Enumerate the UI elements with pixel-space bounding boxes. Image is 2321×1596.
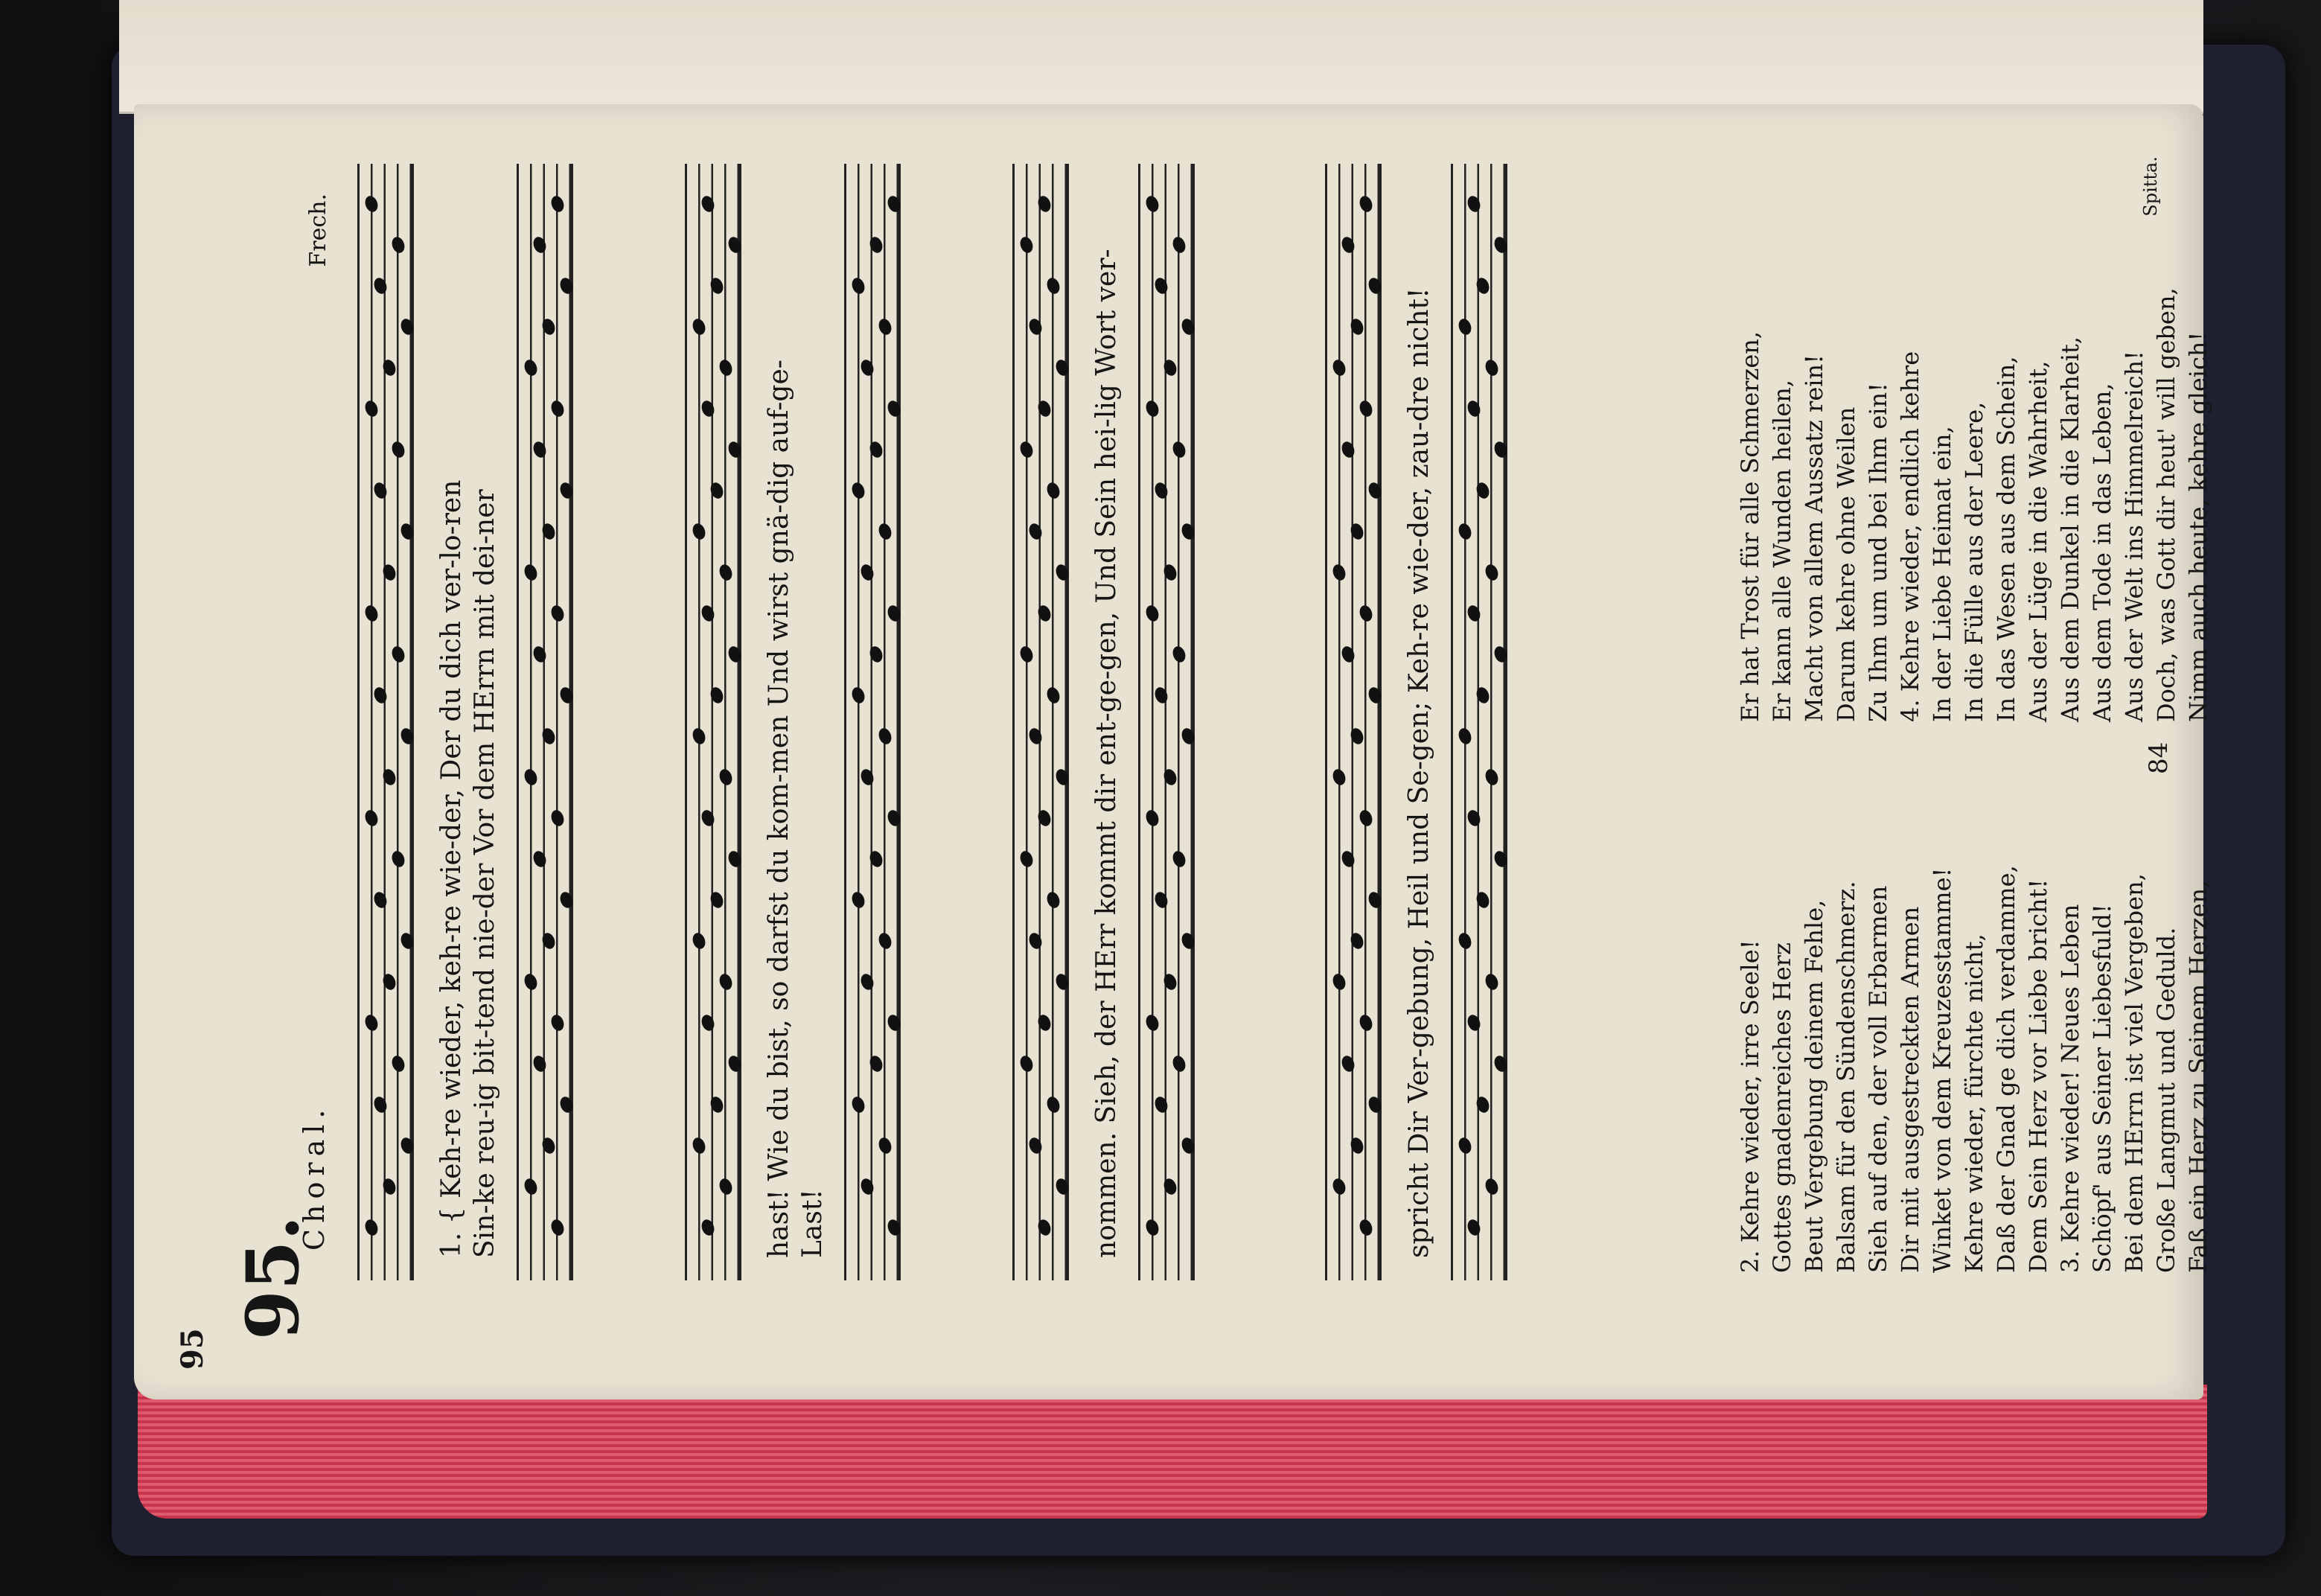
- note-head: [1466, 194, 1483, 214]
- note-head: [531, 849, 549, 869]
- note-head: [691, 931, 708, 951]
- note-head: [727, 645, 744, 664]
- note-head: [1340, 235, 1357, 255]
- verse-line: Bei dem HErrn ist viel Vergeben,: [2120, 873, 2148, 1273]
- note-head: [1358, 1218, 1375, 1237]
- note-head: [1162, 358, 1179, 377]
- note-head: [1180, 727, 1197, 746]
- note-head: [523, 1177, 540, 1196]
- note-head: [372, 1095, 389, 1114]
- note-head: [390, 1054, 407, 1073]
- verse-line: In die Fülle aus der Leere,: [1960, 401, 1988, 722]
- note-head: [549, 808, 566, 828]
- note-head: [868, 1054, 885, 1073]
- treble-staff: [357, 164, 414, 1280]
- note-head: [363, 1013, 380, 1032]
- bass-staff: [517, 164, 573, 1280]
- note-head: [1457, 727, 1474, 746]
- note-head: [1153, 686, 1170, 705]
- note-head: [558, 1095, 575, 1114]
- note-head: [1027, 727, 1044, 746]
- note-head: [868, 440, 885, 459]
- note-head: [727, 1054, 744, 1073]
- note-head: [549, 604, 566, 623]
- note-head: [531, 235, 549, 255]
- note-head: [549, 399, 566, 418]
- verse-line: 2. Kehre wieder, irre Seele!: [1736, 939, 1764, 1273]
- note-head: [1349, 1136, 1366, 1155]
- note-head: [531, 1054, 549, 1073]
- note-head: [1144, 808, 1161, 828]
- note-head: [363, 808, 380, 828]
- running-number: 95: [175, 1328, 210, 1370]
- note-head: [1367, 890, 1384, 910]
- note-head: [1367, 1095, 1384, 1114]
- note-head: [1340, 645, 1357, 664]
- verse-line: Kehre wieder, fürchte nicht,: [1960, 933, 1988, 1273]
- note-head: [363, 399, 380, 418]
- note-head: [718, 1177, 735, 1196]
- note-head: [1018, 849, 1035, 869]
- note-head: [1036, 808, 1053, 828]
- note-head: [1045, 686, 1062, 705]
- note-head: [390, 235, 407, 255]
- verse-line: Doch, was Gott dir heut' will geben,: [2152, 287, 2180, 722]
- verse-line: Nimm auch heute, kehre gleich!: [2184, 331, 2212, 722]
- note-head: [381, 1177, 398, 1196]
- note-head: [1162, 972, 1179, 992]
- note-head: [1027, 317, 1044, 336]
- note-head: [1045, 481, 1062, 500]
- note-head: [390, 849, 407, 869]
- note-head: [886, 1218, 903, 1237]
- note-head: [1153, 890, 1170, 910]
- note-head: [1027, 522, 1044, 541]
- verse-line: Aus dem Dunkel in die Klarheit,: [2056, 336, 2084, 722]
- note-head: [886, 399, 903, 418]
- note-head: [727, 440, 744, 459]
- note-head: [718, 358, 735, 377]
- note-head: [1162, 767, 1179, 787]
- treble-staff: [685, 164, 741, 1280]
- previous-page-edge: [119, 0, 2203, 114]
- note-head: [549, 194, 566, 214]
- page-number: 84: [2144, 741, 2174, 774]
- note-head: [558, 481, 575, 500]
- note-head: [850, 481, 867, 500]
- note-head: [1349, 727, 1366, 746]
- note-head: [363, 604, 380, 623]
- note-head: [372, 686, 389, 705]
- note-head: [540, 931, 558, 951]
- verse-line: Faß ein Herz zu Seinem Herzen,: [2184, 880, 2212, 1273]
- note-head: [540, 317, 558, 336]
- note-head: [691, 727, 708, 746]
- note-head: [1018, 235, 1035, 255]
- verse-line: Gottes gnadenreiches Herz: [1768, 942, 1796, 1273]
- note-head: [372, 890, 389, 910]
- verse-line: Er hat Trost für alle Schmerzen,: [1736, 331, 1764, 722]
- note-head: [850, 1095, 867, 1114]
- note-head: [549, 1218, 566, 1237]
- note-head: [1358, 1013, 1375, 1032]
- note-head: [850, 890, 867, 910]
- note-head: [381, 358, 398, 377]
- note-head: [1457, 931, 1474, 951]
- hymn-number: 95.: [231, 1215, 315, 1340]
- note-head: [877, 1136, 894, 1155]
- note-head: [886, 1013, 903, 1032]
- note-head: [399, 522, 416, 541]
- note-head: [877, 727, 894, 746]
- music-system-2: [685, 164, 923, 1280]
- note-head: [1171, 440, 1188, 459]
- additional-verses: [1734, 216, 2215, 1273]
- note-head: [1475, 686, 1492, 705]
- note-head: [850, 686, 867, 705]
- note-head: [540, 727, 558, 746]
- note-head: [868, 849, 885, 869]
- verse-line: Zu Ihm um und bei Ihm ein!: [1864, 382, 1892, 722]
- note-head: [709, 686, 726, 705]
- verse-line: Daß der Gnad ge dich verdamme,: [1992, 865, 2020, 1273]
- note-head: [1340, 440, 1357, 459]
- note-head: [1180, 931, 1197, 951]
- note-head: [1144, 604, 1161, 623]
- note-head: [859, 767, 876, 787]
- note-head: [1018, 645, 1035, 664]
- note-head: [1153, 481, 1170, 500]
- note-head: [540, 522, 558, 541]
- note-head: [868, 645, 885, 664]
- note-head: [700, 194, 717, 214]
- note-head: [1054, 767, 1071, 787]
- note-head: [1492, 849, 1510, 869]
- note-head: [399, 931, 416, 951]
- verse-line: Darum kehre ohne Weilen: [1832, 406, 1860, 722]
- verse-line: Macht von allem Aussatz rein!: [1800, 354, 1828, 722]
- note-head: [709, 890, 726, 910]
- bass-staff: [1138, 164, 1195, 1280]
- note-head: [531, 645, 549, 664]
- note-head: [1180, 317, 1197, 336]
- note-head: [1027, 931, 1044, 951]
- note-head: [1153, 276, 1170, 296]
- music-system-1: [357, 164, 596, 1280]
- note-head: [700, 399, 717, 418]
- note-head: [1358, 808, 1375, 828]
- note-head: [1171, 645, 1188, 664]
- note-head: [549, 1013, 566, 1032]
- note-head: [523, 358, 540, 377]
- note-head: [886, 604, 903, 623]
- verse-line: Winket von dem Kreuzesstamme!: [1928, 867, 1956, 1273]
- note-head: [1018, 440, 1035, 459]
- verse-line: Beut Vergebung deinem Fehle,: [1800, 899, 1828, 1273]
- note-head: [1180, 1136, 1197, 1155]
- note-head: [1466, 399, 1483, 418]
- note-head: [1358, 194, 1375, 214]
- note-head: [709, 481, 726, 500]
- note-head: [691, 522, 708, 541]
- note-head: [381, 767, 398, 787]
- note-head: [363, 1218, 380, 1237]
- verse-line: Dir mit ausgestreckten Armen: [1896, 906, 1924, 1273]
- note-head: [1367, 481, 1384, 500]
- note-head: [886, 194, 903, 214]
- note-head: [1180, 522, 1197, 541]
- note-head: [1367, 686, 1384, 705]
- verse-line: Aus der Lüge in die Wahrheit,: [2024, 360, 2052, 722]
- verse-line: 4. Kehre wieder, endlich kehre: [1896, 351, 1924, 722]
- verse-line: Sieh auf den, der voll Erbarmen: [1864, 885, 1892, 1273]
- note-head: [390, 645, 407, 664]
- note-head: [1036, 194, 1053, 214]
- note-head: [1340, 1054, 1357, 1073]
- note-head: [886, 808, 903, 828]
- page-content: [134, 104, 2212, 1399]
- note-head: [1045, 890, 1062, 910]
- note-head: [850, 276, 867, 296]
- note-head: [558, 276, 575, 296]
- note-head: [868, 235, 885, 255]
- hymn-title: Choral.: [298, 1103, 331, 1251]
- note-head: [1475, 890, 1492, 910]
- note-head: [877, 522, 894, 541]
- note-head: [1036, 1218, 1053, 1237]
- note-head: [1457, 1136, 1474, 1155]
- note-head: [1340, 849, 1357, 869]
- note-head: [523, 767, 540, 787]
- note-head: [1162, 1177, 1179, 1196]
- note-head: [1054, 358, 1071, 377]
- note-head: [540, 1136, 558, 1155]
- note-head: [718, 767, 735, 787]
- lyric-line-2: Sin-ke reu-ig bit-tend nie-der Vor dem HErrn mit dei-ner: [470, 489, 500, 1258]
- note-head: [709, 1095, 726, 1114]
- note-head: [399, 727, 416, 746]
- verse-line: Große Langmut und Geduld.: [2152, 927, 2180, 1273]
- verse-line: 3. Kehre wieder! Neues Leben: [2056, 904, 2084, 1273]
- hymnal-page: [134, 104, 2212, 1399]
- note-head: [1484, 972, 1501, 992]
- note-head: [718, 563, 735, 582]
- note-head: [1466, 604, 1483, 623]
- note-head: [1466, 808, 1483, 828]
- note-head: [700, 1013, 717, 1032]
- note-head: [859, 358, 876, 377]
- note-head: [1144, 1218, 1161, 1237]
- note-head: [691, 1136, 708, 1155]
- verse-line: Er kann alle Wunden heilen,: [1768, 379, 1796, 722]
- note-head: [1492, 235, 1510, 255]
- note-head: [1171, 849, 1188, 869]
- note-head: [1045, 276, 1062, 296]
- note-head: [1045, 1095, 1062, 1114]
- note-head: [1054, 563, 1071, 582]
- note-head: [1162, 563, 1179, 582]
- verse-line: Balsam für den Sündenschmerz.: [1832, 881, 1860, 1273]
- tempo-marking: Frech.: [305, 194, 331, 267]
- treble-staff: [1012, 164, 1069, 1280]
- note-head: [1484, 767, 1501, 787]
- note-head: [1484, 563, 1501, 582]
- verse-line: Aus dem Tode in das Leben,: [2088, 383, 2116, 722]
- note-head: [727, 235, 744, 255]
- verse-column-left: [1734, 767, 2215, 1273]
- note-head: [381, 563, 398, 582]
- note-head: [1367, 276, 1384, 296]
- note-head: [531, 440, 549, 459]
- note-head: [1492, 1054, 1510, 1073]
- note-head: [877, 931, 894, 951]
- note-head: [859, 972, 876, 992]
- music-system-3: [1012, 164, 1217, 1280]
- note-head: [1358, 604, 1375, 623]
- verse-line: Schöpf' aus Seiner Liebesfuld!: [2088, 904, 2116, 1273]
- note-head: [1457, 317, 1474, 336]
- note-head: [1484, 358, 1501, 377]
- note-head: [363, 194, 380, 214]
- note-head: [1144, 1013, 1161, 1032]
- verse-line: In der Liebe Heimat ein,: [1928, 426, 1956, 722]
- note-head: [1331, 563, 1348, 582]
- note-head: [1036, 399, 1053, 418]
- lyric-line-6: spricht Dir Ver-gebung, Heil und Se-gen; Keh-re wie-der, zau-dre nicht!: [1404, 287, 1434, 1258]
- music-system-4: [1325, 164, 1530, 1280]
- note-head: [1331, 358, 1348, 377]
- note-head: [1036, 604, 1053, 623]
- note-head: [1144, 399, 1161, 418]
- lyric-line-1: 1. { Keh-re wieder, keh-re wie-der, Der du dich ver-lo-ren: [436, 479, 467, 1258]
- verse-line: In das Wesen aus dem Schein,: [1992, 356, 2020, 722]
- note-head: [1349, 931, 1366, 951]
- note-head: [1331, 767, 1348, 787]
- note-head: [399, 1136, 416, 1155]
- note-head: [1144, 194, 1161, 214]
- note-head: [1349, 317, 1366, 336]
- note-head: [1036, 1013, 1053, 1032]
- note-head: [399, 317, 416, 336]
- note-head: [1153, 1095, 1170, 1114]
- note-head: [558, 890, 575, 910]
- note-head: [1475, 1095, 1492, 1114]
- note-head: [1054, 972, 1071, 992]
- note-head: [1054, 1177, 1071, 1196]
- note-head: [1349, 522, 1366, 541]
- verse-line: Dem Sein Herz vor Liebe bricht!: [2024, 878, 2052, 1273]
- note-head: [1171, 1054, 1188, 1073]
- note-head: [1018, 1054, 1035, 1073]
- note-head: [1358, 399, 1375, 418]
- note-head: [1331, 972, 1348, 992]
- note-head: [1171, 235, 1188, 255]
- note-head: [1475, 481, 1492, 500]
- red-page-edges: [138, 1385, 2207, 1519]
- note-head: [523, 563, 540, 582]
- note-head: [700, 808, 717, 828]
- note-head: [1027, 1136, 1044, 1155]
- bass-staff: [1451, 164, 1507, 1280]
- note-head: [877, 317, 894, 336]
- note-head: [859, 1177, 876, 1196]
- note-head: [859, 563, 876, 582]
- note-head: [381, 972, 398, 992]
- verse-column-right: [1734, 216, 2215, 722]
- note-head: [523, 972, 540, 992]
- lyric-line-4: Last!: [797, 1189, 828, 1258]
- note-head: [558, 686, 575, 705]
- note-head: [718, 972, 735, 992]
- note-head: [372, 276, 389, 296]
- note-head: [1466, 1013, 1483, 1032]
- author-credit: Spitta.: [2140, 156, 2161, 217]
- note-head: [691, 317, 708, 336]
- treble-staff: [1325, 164, 1382, 1280]
- note-head: [1466, 1218, 1483, 1237]
- note-head: [1484, 1177, 1501, 1196]
- note-head: [700, 1218, 717, 1237]
- note-head: [1492, 645, 1510, 664]
- lyric-line-5: nommen. Sieh, der HErr kommt dir ent-ge-gen, Und Sein hei-lig Wort ver-: [1091, 249, 1122, 1258]
- note-head: [1492, 440, 1510, 459]
- note-head: [700, 604, 717, 623]
- note-head: [372, 481, 389, 500]
- verse-line: Aus der Welt ins Himmelreich!: [2120, 351, 2148, 722]
- bass-staff: [844, 164, 901, 1280]
- note-head: [390, 440, 407, 459]
- note-head: [727, 849, 744, 869]
- lyric-line-3: hast! Wie du bist, so darfst du kom-men Und wirst gnä-dig auf-ge-: [764, 360, 794, 1258]
- note-head: [1475, 276, 1492, 296]
- note-head: [1457, 522, 1474, 541]
- note-head: [709, 276, 726, 296]
- note-head: [1331, 1177, 1348, 1196]
